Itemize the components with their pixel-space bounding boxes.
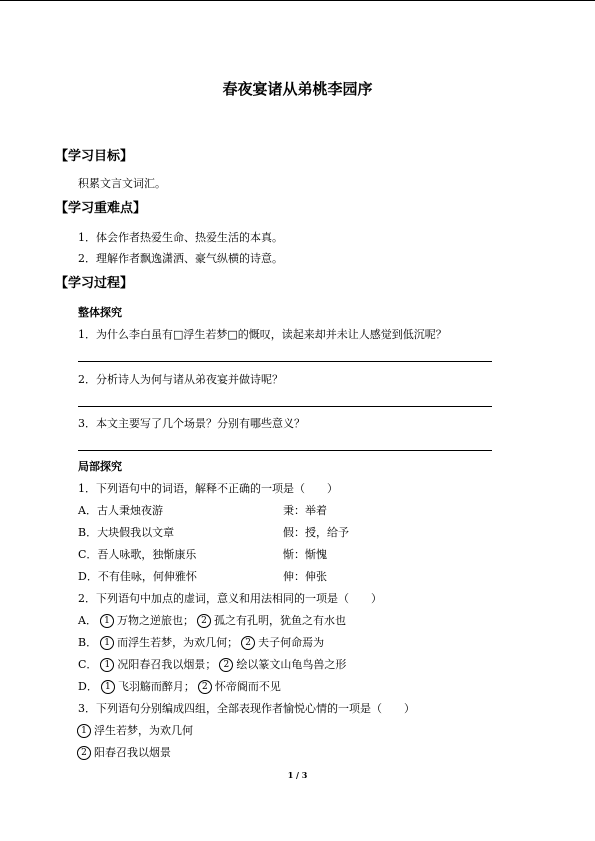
q1-option-c-gloss: 惭：惭愧: [283, 548, 327, 561]
q2-option-b: [78, 634, 324, 650]
circled-number-icon: 1: [77, 724, 91, 738]
q1-option-d-gloss: 伸：伸张: [283, 570, 327, 583]
q3-item-2: [74, 744, 171, 760]
page-title: 春夜宴诸从弟桃李园序: [222, 80, 373, 98]
local-q3-stem: 3．下列语句分别编成四组，全部表现作者愉悦心情的一项是（ ）: [78, 702, 415, 715]
q2-option-letter: D．: [78, 680, 98, 693]
q2-option-text: 飞羽觞而醉月；: [117, 680, 195, 693]
section-heading-goal: 【学习目标】: [55, 149, 134, 164]
circled-number-icon: 2: [198, 680, 212, 694]
q2-option-letter: C．: [78, 658, 98, 671]
circled-number-icon: 2: [219, 658, 233, 672]
q1-option-a: A．古人秉烛夜游: [78, 504, 163, 517]
q2-option-text: 而浮生若梦，为欢几何；: [117, 636, 239, 649]
circled-number-icon: 1: [100, 658, 114, 672]
answer-line-2: [78, 406, 492, 407]
q2-option-d: [78, 678, 281, 694]
q3-item-text: 阳春召我以烟景: [94, 746, 171, 759]
q2-option-letter: A．: [78, 614, 97, 627]
q2-option-text: 夫子何命焉为: [258, 636, 325, 649]
q3-item-text: 浮生若梦，为欢几何: [94, 724, 193, 737]
q1-option-b-gloss: 假：授，给予: [283, 526, 349, 539]
goal-text: 积累文言文词汇。: [78, 177, 166, 190]
q2-option-letter: B．: [78, 636, 98, 649]
overall-question-1: 1．为什么李白虽有□浮生若梦□的慨叹，读起来却并未让人感觉到低沉呢？: [78, 328, 447, 341]
page-number: 1 / 3: [287, 770, 308, 780]
q2-option-text: 孤之有孔明，犹鱼之有水也: [213, 614, 346, 627]
q3-item-1: [74, 722, 193, 738]
q1-option-b: B．大块假我以文章: [78, 526, 175, 539]
section-heading-key: 【学习重难点】: [55, 201, 147, 216]
q2-option-a: [78, 612, 346, 628]
answer-line-1: [78, 361, 492, 362]
answer-line-3: [78, 450, 492, 451]
key-item-2: 2．理解作者飘逸潇洒、豪气纵横的诗意。: [78, 252, 283, 265]
circled-number-icon: 2: [197, 614, 211, 628]
circled-number-icon: 2: [241, 636, 255, 650]
overall-question-2: 2．分析诗人为何与诸从弟夜宴并做诗呢？: [78, 373, 283, 386]
circled-number-icon: 1: [100, 636, 114, 650]
local-q2-stem: 2．下列语句中加点的虚词，意义和用法相同的一项是（ ）: [78, 592, 382, 605]
circled-number-icon: 2: [77, 746, 91, 760]
q2-option-text: 况阳春召我以烟景；: [117, 658, 217, 671]
overall-question-3: 3．本文主要写了几个场景？分别有哪些意义？: [78, 417, 305, 430]
q2-option-text: 怀帝阍而不见: [214, 680, 281, 693]
q1-option-d: D．不有佳咏，何伸雅怀: [78, 570, 197, 583]
section-heading-process: 【学习过程】: [55, 276, 134, 291]
local-label: 局部探究: [78, 460, 122, 473]
key-item-1: 1．体会作者热爱生命、热爱生活的本真。: [78, 231, 283, 244]
q1-option-c: C．吾人咏歌，独惭康乐: [78, 548, 197, 561]
q2-option-text: 绘以篆文山龟鸟兽之形: [236, 658, 347, 671]
circled-number-icon: 1: [100, 614, 114, 628]
page-top-border: [0, 0, 595, 1]
local-q1-stem: 1．下列语句中的词语，解释不正确的一项是（ ）: [78, 482, 338, 495]
circled-number-icon: 1: [101, 680, 115, 694]
q1-option-a-gloss: 秉：举着: [283, 504, 327, 517]
overall-label: 整体探究: [78, 306, 122, 319]
q2-option-c: [78, 656, 346, 672]
q2-option-text: 万物之逆旅也；: [116, 614, 194, 627]
